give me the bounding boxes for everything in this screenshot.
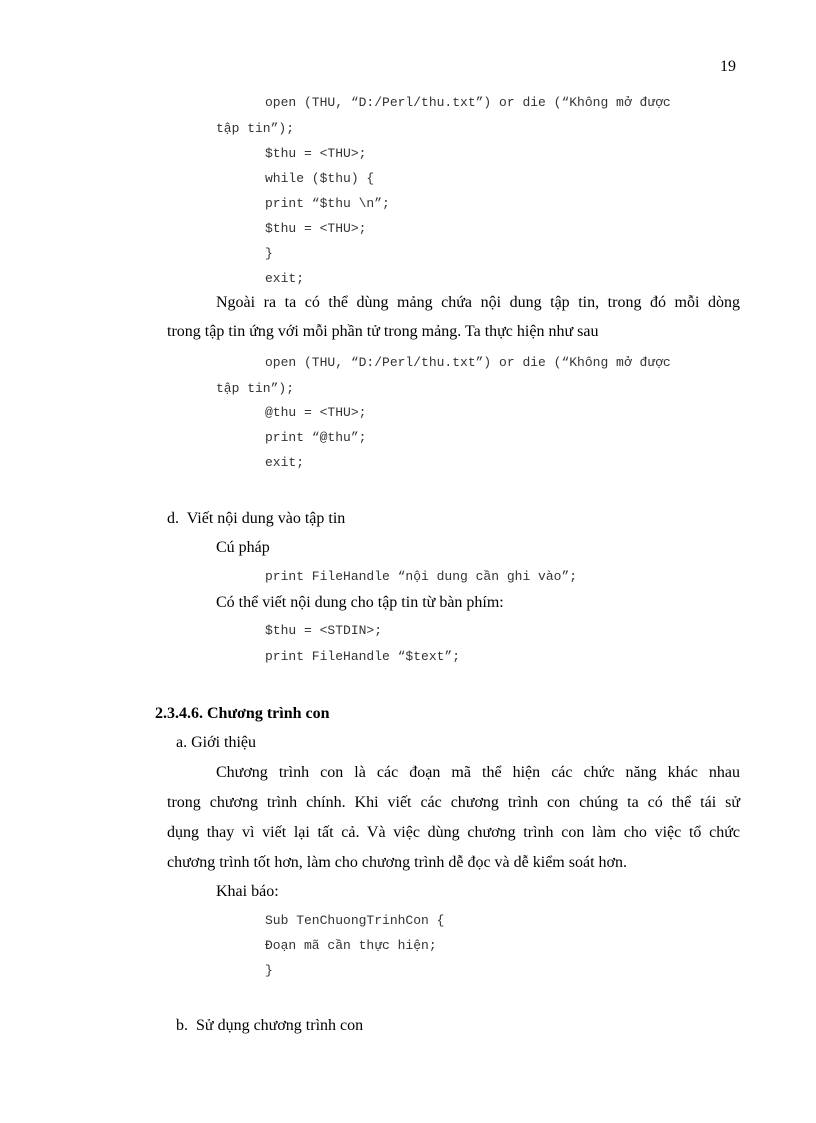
code-line: } (265, 246, 273, 261)
subsection-b: b. Sử dụng chương trình con (176, 1017, 364, 1034)
paragraph-line: dụng thay vì viết lại tất cả. Và việc dùng chương trình con làm cho việc tổ chức (167, 824, 740, 841)
code-line: tập tin”); (216, 381, 295, 396)
paragraph-line: trong tập tin ứng với mỗi phần tử trong mảng. Ta thực hiện như sau (167, 323, 599, 340)
paragraph-line: Ngoài ra ta có thể dùng mảng chứa nội dung tập tin, trong đó mỗi dòng (216, 294, 740, 311)
section-d-heading: d. Viết nội dung vào tập tin (167, 510, 346, 527)
code-line: while ($thu) { (265, 171, 375, 186)
paragraph-line: Chương trình con là các đoạn mã thể hiện các chức năng khác nhau (216, 764, 740, 781)
code-line: print FileHandle “nội dung cần ghi vào”; (265, 569, 578, 584)
subsection-a: a. Giới thiệu (176, 734, 256, 751)
code-line: @thu = <THU>; (265, 405, 367, 420)
code-line: exit; (265, 455, 305, 470)
code-line: exit; (265, 271, 305, 286)
code-line: print “@thu”; (265, 430, 367, 445)
code-line: $thu = <STDIN>; (265, 623, 383, 638)
code-line: print “$thu \n”; (265, 196, 390, 211)
code-line: Sub TenChuongTrinhCon { (265, 913, 445, 928)
code-line: Đoạn mã cần thực hiện; (265, 938, 437, 953)
syntax-label: Cú pháp (216, 539, 270, 556)
declaration-label: Khai báo: (216, 883, 279, 900)
code-line: open (THU, “D:/Perl/thu.txt”) or die (“Không mở được (265, 355, 671, 370)
paragraph-line: trong chương trình chính. Khi viết các chương trình con chúng ta có thể tái sử (167, 794, 740, 811)
section-heading: 2.3.4.6. Chương trình con (155, 705, 330, 722)
keyboard-text: Có thể viết nội dung cho tập tin từ bàn phím: (216, 594, 504, 611)
code-line: open (THU, “D:/Perl/thu.txt”) or die (“Không mở được (265, 95, 671, 110)
code-line: } (265, 963, 273, 978)
code-line: tập tin”); (216, 121, 295, 136)
page-number: 19 (720, 58, 736, 75)
code-line: print FileHandle “$text”; (265, 649, 461, 664)
paragraph-line: chương trình tốt hơn, làm cho chương trình dễ đọc và dễ kiểm soát hơn. (167, 854, 627, 871)
code-line: $thu = <THU>; (265, 221, 367, 236)
code-line: $thu = <THU>; (265, 146, 367, 161)
